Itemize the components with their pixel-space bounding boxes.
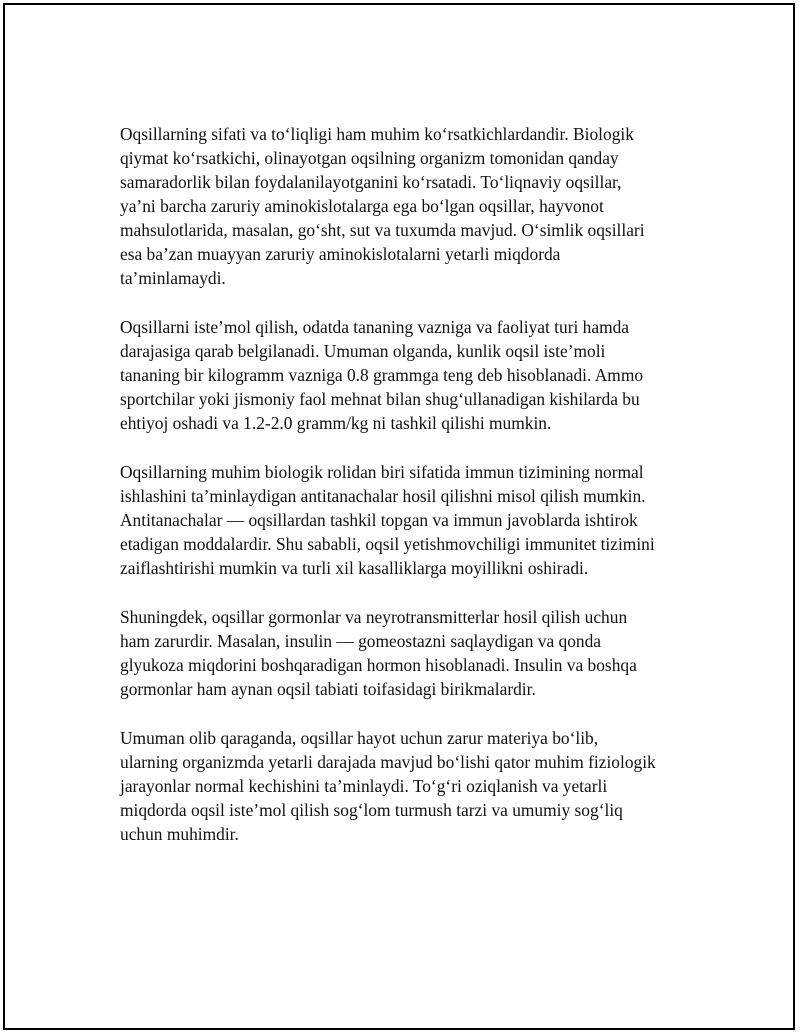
paragraph-1: Oqsillarning sifati va to‘liqligi ham muhim ko‘rsatkichlardandir. Biologik qiymat ko‘rsatkichi, olinayotgan oqsilning organizm tomonidan qanday samaradorlik bilan foydalanilayotganini ko‘rsatadi. To‘liqnaviy oqsillar, ya’ni barcha zaruriy aminokislotalarga ega bo‘lgan oqsillar, hayvonot mahsulotlarida, masalan, go‘sht, sut va tuxumda mavjud. O‘simlik oqsillari esa ba’zan muayyan zaruriy aminokislotalarni yetarli miqdorda ta’minlamaydi. [120, 124, 645, 288]
paragraph-5: Umuman olib qaraganda, oqsillar hayot uchun zarur materiya bo‘lib, ularning organizmda yetarli darajada mavjud bo‘lishi qator muhim fiziologik jarayonlar normal kechishini ta’minlaydi. To‘g‘ri oziqlanish va yetarli miqdorda oqsil iste’mol qilish sog‘lom turmush tarzi va umumiy sog‘liq uchun muhimdir. [120, 728, 656, 844]
document-body [120, 122, 700, 871]
paragraph-2: Oqsillarni iste’mol qilish, odatda tananing vazniga va faoliyat turi hamda darajasiga qarab belgilanadi. Umuman olganda, kunlik oqsil iste’moli tananing bir kilogramm vazniga 0.8 grammga teng deb hisoblanadi. Ammo sportchilar yoki jismoniy faol mehnat bilan shug‘ullanadigan kishilarda bu ehtiyoj oshadi va 1.2-2.0 gramm/kg ni tashkil qilishi mumkin. [120, 317, 644, 433]
paragraph-4: Shuningdek, oqsillar gormonlar va neyrotransmitterlar hosil qilish uchun ham zarurdir. Masalan, insulin — gomeostazni saqlaydigan va qonda glyukoza miqdorini boshqaradigan hormon hisoblanadi. Insulin va boshqa gormonlar ham aynan oqsil tabiati toifasidagi birikmalardir. [120, 607, 637, 699]
page-frame [3, 3, 795, 1030]
paragraph-3: Oqsillarning muhim biologik rolidan biri sifatida immun tizimining normal ishlashini ta’minlaydigan antitanachalar hosil qilishni misol qilish mumkin. Antitanachalar — oqsillardan tashkil topgan va immun javoblarda ishtirok etadigan moddalardir. Shu sababli, oqsil yetishmovchiligi immunitet tizimini zaiflashtirishi mumkin va turli xil kasalliklarga moyillikni oshiradi. [120, 462, 655, 578]
